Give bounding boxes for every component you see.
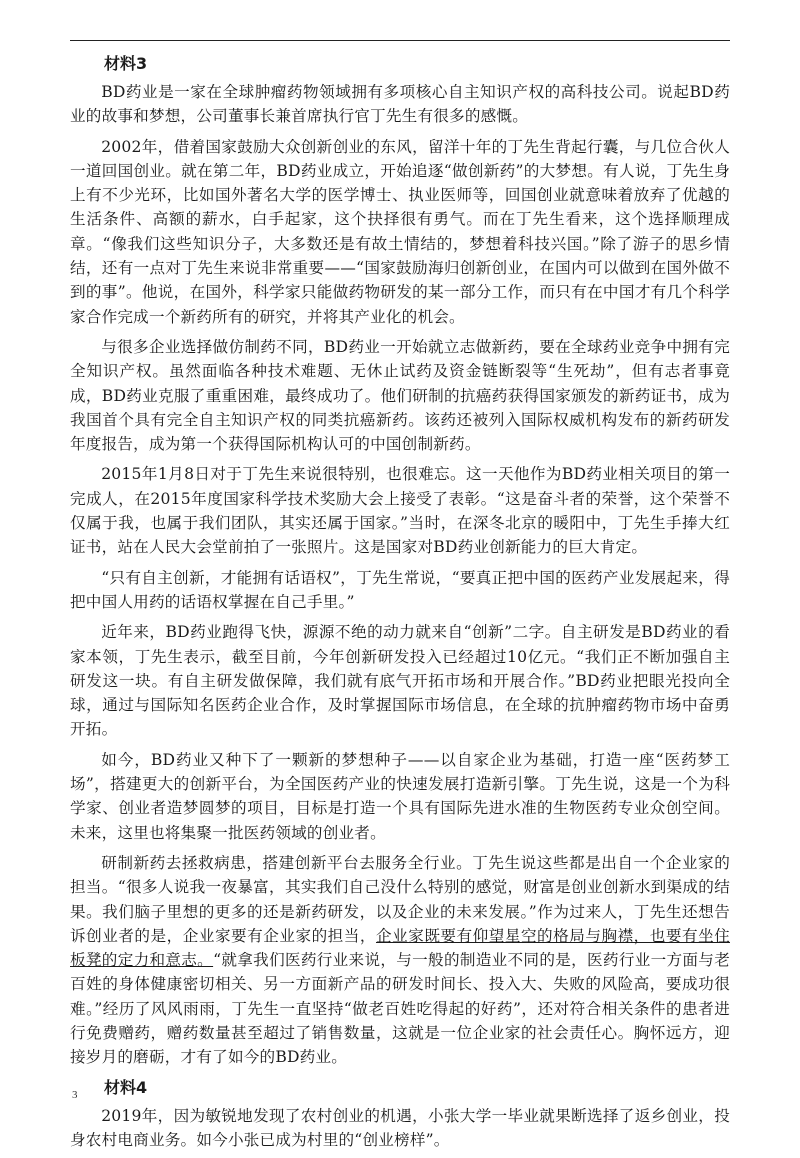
paragraph: 如今，BD药业又种下了一颗新的梦想种子——以自家企业为基础，打造一座“医药梦工场”，搭建更大的创新平台，为全国医药产业的快速发展打造新引擎。丁先生说，这是一个为科学家、创业者造梦圆梦的项目，目标是打造一个具有国际先进水准的生物医药专业众创空间。未来，这里也将集聚一批医药领域的创业者。 [70,750,730,842]
paragraph-text-after: “就拿我们医药行业来说，与一般的制造业不同的是，医药行业一方面与老百姓的身体健康密切相关、另一方面新产品的研发时间长、投入大、失败的风险高，要成功很难。”经历了风风雨雨，丁先生一直坚持“做老百姓吃得起的好药”，还对符合相关条件的患者进行免费赠药，赠药数量甚至超过了销售数量，这就是一位企业家的社会责任心。胸怀远方，迎接岁月的磨砺，才有了如今的BD药业。 [70,951,730,1067]
paragraph: 与很多企业选择做仿制药不同，BD药业一开始就立志做新药，要在全球药业竞争中拥有完全知识产权。虽然面临各种技术难题、无休止试药及资金链断裂等“生死劫”，但有志者事竟成，BD药业克服了重重困难，最终成功了。他们研制的抗癌药获得国家颁发的新药证书，成为我国首个具有完全自主知识产权的同类抗癌新药。该药还被列入国际权威机构发布的新药研发年度报告，成为第一个获得国际机构认可的中国创制新药。 [70,337,730,454]
underlined-sentence: 企业家既要有仰望星空的格局与胸襟，也要有坐住板凳的定力和意志。 [70,926,730,970]
section-heading-material-3: 材料3 [104,54,148,73]
paragraph-with-underline [70,851,730,1070]
section-heading-material-4: 材料4 [104,1077,148,1097]
page-number: 3 [72,1089,78,1101]
paragraph: 2019年，因为敏锐地发现了农村创业的机遇，小张大学一毕业就果断选择了返乡创业，投身农村电商业务。如今小张已成为村里的“创业榜样”。 [70,1106,730,1149]
paragraph-text-before: 研制新药去拯救病患，搭建创新平台去服务全行业。丁先生说这些都是出自一个企业家的担当。“很多人说我一夜暴富，其实我们自己没什么特别的感觉，财富是创业创新水到渠成的结果。我们脑子里想的更多的还是新药研发，以及企业的未来发展。”作为过来人，丁先生还想告诉创业者的是，企业家要有企业家的担当， [70,853,730,945]
paragraph: 2002年，借着国家鼓励大众创新创业的东风，留洋十年的丁先生背起行囊，与几位合伙人一道回国创业。就在第二年，BD药业成立，开始追逐“做创新药”的大梦想。有人说，丁先生身上有不少光环，比如国外著名大学的医学博士、执业医师等，回国创业就意味着放弃了优越的生活条件、高额的薪水，白手起家，这个抉择很有勇气。而在丁先生看来，这个选择顺理成章。“像我们这些知识分子，大多数还是有故土情结的，梦想着科技兴国。”除了游子的思乡情结，还有一点对丁先生来说非常重要——“国家鼓励海归创新创业，在国内可以做到在国外做不到的事”。他说，在国外，科学家只能做药物研发的某一部分工作，而只有在中国才有几个科学家合作完成一个新药所有的研究，并将其产业化的机会。 [70,137,730,326]
paragraph: “只有自主创新，才能拥有话语权”，丁先生常说，“要真正把中国的医药产业发展起来，得把中国人用药的话语权掌握在自己手里。” [70,568,730,611]
paragraph: BD药业是一家在全球肿瘤药物领域拥有多项核心自主知识产权的高科技公司。说起BD药业的故事和梦想，公司董事长兼首席执行官丁先生有很多的感慨。 [70,83,730,126]
document-body [70,52,730,1158]
paragraph: 近年来，BD药业跑得飞快，源源不绝的动力就来自“创新”二字。自主研发是BD药业的看家本领，丁先生表示，截至目前，今年创新研发投入已经超过10亿元。“我们正不断加强自主研发这一块。有自主研发做保障，我们就有底气开拓市场和开展合作。”BD药业把眼光投向全球，通过与国际知名医药企业合作，及时掌握国际市场信息，在全球的抗肿瘤药物市场中奋勇开拓。 [70,623,730,739]
paragraph: 2015年1月8日对于丁先生来说很特别，也很难忘。这一天他作为BD药业相关项目的第一完成人，在2015年度国家科学技术奖励大会上接受了表彰。“这是奋斗者的荣誉，这个荣誉不仅属于我，也属于我们团队，其实还属于国家。”当时，在深冬北京的暖阳中，丁先生手捧大红证书，站在人民大会堂前拍了一张照片。这是国家对BD药业创新能力的巨大肯定。 [70,465,730,557]
header-rule [70,40,730,41]
